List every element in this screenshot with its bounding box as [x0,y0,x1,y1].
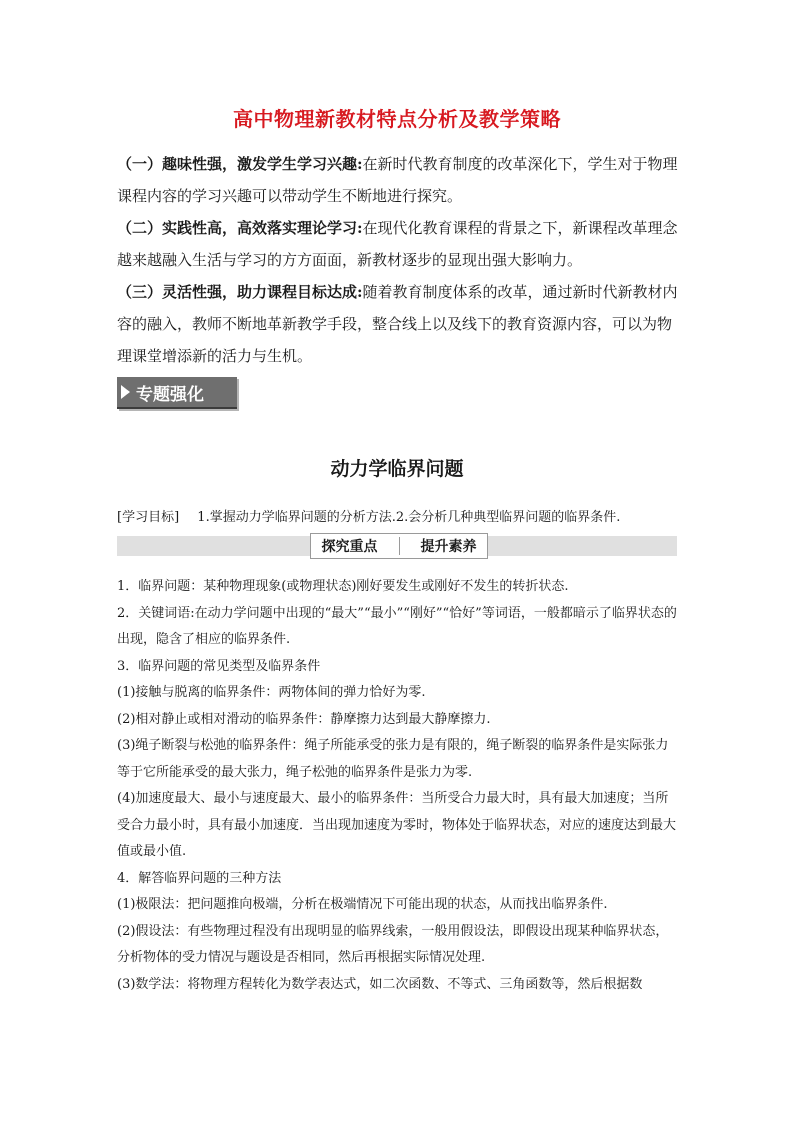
learning-goals-tag: [学习目标] [117,510,180,525]
intro-text: 随着教育制度体系的改革，通过新时代新教材内容的融入，教师不断地革新教学手段，整合线上以及线下的教育资源内容，可以为物理课堂增添新的活力与生机。 [117,283,678,365]
learning-goals-text: 1.掌握动力学临界问题的分析方法.2.会分析几种典型临界问题的临界条件. [197,510,621,525]
body-paragraph: (4)加速度最大、最小与速度最大、最小的临界条件：当所受合力最大时，具有最大加速度；当所受合力最小时，具有最小加速度．当出现加速度为零时，物体处于临界状态，对应的速度达到最大值或最小值. [117,791,677,859]
topic-banner [117,377,237,409]
section-title: 动力学临界问题 [330,458,464,480]
section-bar-divider [399,537,400,555]
intro-text: 在新时代教育制度的改革深化下，学生对于物理课程内容的学习兴趣可以带动学生不断地进行探究。 [117,155,678,205]
intro-text: 在现代化教育课程的背景之下，新课程改革理念越来越融入生活与学习的方方面面，新教材逐步的显现出强大影响力。 [117,219,678,269]
body-paragraph: (3)数学法：将物理方程转化为数学表达式，如二次函数、不等式、三角函数等，然后根据数 [117,976,643,992]
learning-goals [117,506,679,525]
intro-paragraph [117,148,679,212]
intro-paragraph [117,276,679,372]
intro-lead: （二）实践性高，高效落实理论学习: [117,219,363,237]
body-paragraph: (3)绳子断裂与松弛的临界条件：绳子所能承受的张力是有限的，绳子断裂的临界条件是实际张力等于它所能承受的最大张力，绳子松弛的临界条件是张力为零. [117,738,669,780]
intro-paragraph [117,212,679,276]
body-content [117,574,679,998]
intro-lead: （一）趣味性强，激发学生学习兴趣: [117,155,363,173]
page-title: 高中物理新教材特点分析及教学策略 [233,107,561,131]
body-paragraph: 1．临界问题：某种物理现象(或物理状态)刚好要发生或刚好不发生的转折状态. [117,579,569,594]
body-paragraph: (1)极限法：把问题推向极端，分析在极端情况下可能出现的状态，从而找出临界条件. [117,897,608,912]
topic-banner-label: 专题强化 [136,384,204,405]
body-paragraph: 4．解答临界问题的三种方法 [117,870,282,886]
body-paragraph: (2)相对静止或相对滑动的临界条件：静摩擦力达到最大静摩擦力. [117,711,491,727]
body-paragraph: (1)接触与脱离的临界条件：两物体间的弹力恰好为零. [117,685,426,700]
body-paragraph: 2．关键词语:在动力学问题中出现的“最大”“最小”“刚好”“恰好”等词语，一般都暗示了临界状态的出现，隐含了相应的临界条件. [117,605,677,647]
play-arrow-icon [121,385,130,399]
section-bar-right-label: 提升素养 [420,539,477,555]
section-bar-left-label: 探究重点 [321,539,378,555]
body-paragraph: (2)假设法：有些物理过程没有出现明显的临界线索，一般用假设法，即假设出现某种临界状态，分析物体的受力情况与题设是否相同，然后再根据实际情况处理. [117,923,669,965]
section-bar-label-box [310,533,488,559]
intro-lead: （三）灵活性强，助力课程目标达成: [117,283,363,301]
intro-section [117,148,679,372]
body-paragraph: 3．临界问题的常见类型及临界条件 [117,658,321,674]
